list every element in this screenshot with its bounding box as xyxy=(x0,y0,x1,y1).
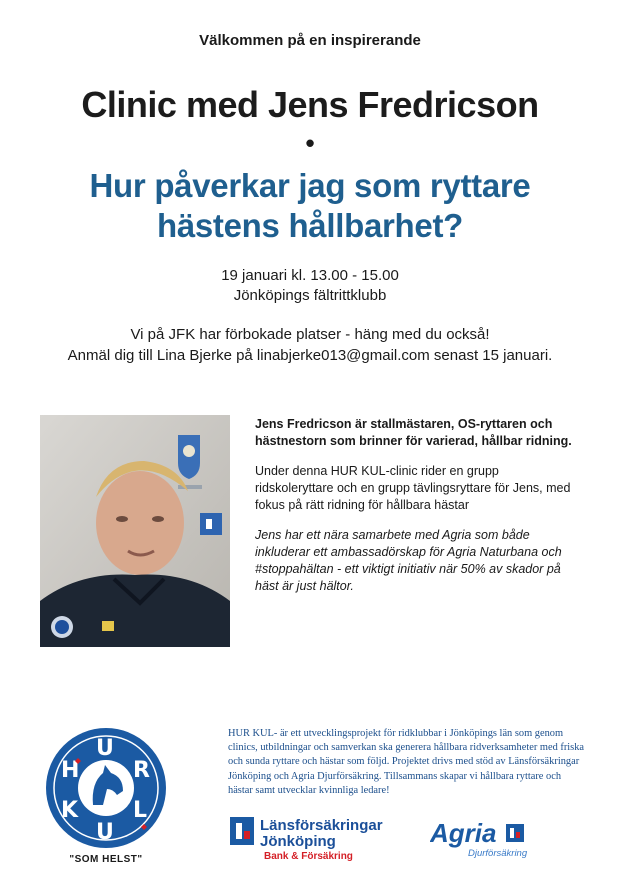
invitation-line-2: Anmäl dig till Lina Bjerke på linabjerke013@gmail.com senast 15 januari. xyxy=(67,347,553,364)
lf-region: Jönköping xyxy=(260,833,336,850)
logo-letter-h: H xyxy=(61,758,80,783)
question-line-1: Hur påverkar jag som ryttare xyxy=(89,167,531,204)
agria-logo xyxy=(430,816,540,862)
logo-letter-k: K xyxy=(61,798,79,823)
hur-kul-slogan: "SOM HELST" xyxy=(69,854,143,865)
intro-text: Välkommen på en inspirerande xyxy=(199,32,421,49)
about-hur-kul: HUR KUL- är ett utvecklingsprojekt för ridklubbar i Jönköpings län som genom clinics, utbildningar och samverkan ska generera hållbara ridverksamheter med friska och sunda ryttare och hästar som följd. Projektet drivs med stöd av Länsförsäkringar Jönköping och Agria Djurförsäkring. Tillsammans skapar vi hållbara ryttare och hästar samt utvecklar kvinnliga ledare! xyxy=(228,728,585,796)
lansforsakringar-logo xyxy=(230,815,400,863)
logo-letter-u-bottom: U xyxy=(96,820,114,845)
bio-section xyxy=(255,416,575,608)
bio-agria-note: Jens har ett nära samarbete med Agria som både inkluderar ett ambassadörskap för Agria Naturbana och #stoppahältan - ett viktigt initiativ när 50% av skador på häst är just hältor. xyxy=(255,528,562,593)
event-datetime: 19 januari kl. 13.00 - 15.00 xyxy=(221,267,399,284)
title-separator: • xyxy=(305,128,315,158)
page-title: Clinic med Jens Fredricson xyxy=(81,84,539,125)
agria-name: Agria xyxy=(430,818,497,848)
event-details xyxy=(0,266,620,306)
hur-kul-logo xyxy=(45,727,167,849)
logo-letter-r: R xyxy=(133,758,150,783)
lf-name: Länsförsäkringar xyxy=(260,817,383,834)
question-line-2: hästens hållbarhet? xyxy=(156,207,464,244)
logo-letter-l: L xyxy=(133,798,148,823)
invitation-line-1: Vi på JFK har förbokade platser - häng med du också! xyxy=(130,326,490,343)
portrait-photo xyxy=(40,415,230,647)
bio-body: Under denna HUR KUL-clinic rider en grupp ridskoleryttare och en grupp tävlingsryttare för Jens, med fokus på rätt ridning för hållbara hästar xyxy=(255,464,571,512)
bio-lead: Jens Fredricson är stallmästaren, OS-ryttaren och hästnestorn som brinner för varierad, hållbar ridning. xyxy=(255,417,572,448)
logo-letter-u-top: U xyxy=(96,736,114,761)
lf-tagline: Bank & Försäkring xyxy=(264,851,353,862)
event-venue: Jönköpings fältrittklubb xyxy=(233,287,387,304)
question-heading xyxy=(0,166,620,246)
agria-tagline: Djurförsäkring xyxy=(468,848,528,859)
invitation xyxy=(0,324,620,366)
